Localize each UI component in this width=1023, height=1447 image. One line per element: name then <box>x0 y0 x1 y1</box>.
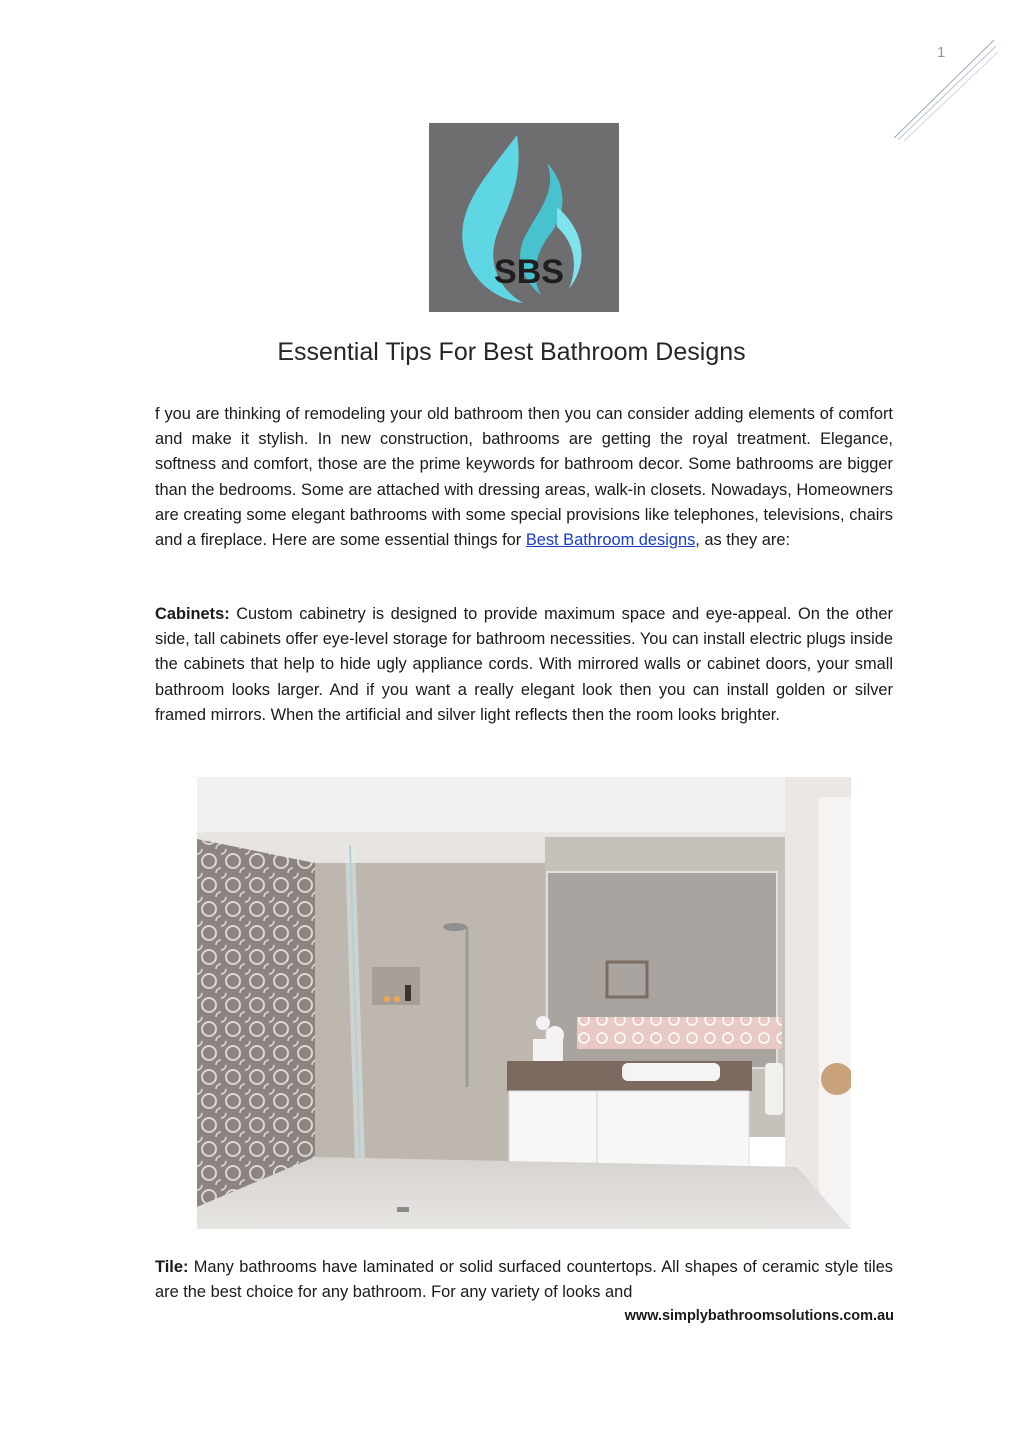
article-title: Essential Tips For Best Bathroom Designs <box>277 338 746 366</box>
cabinets-label: Cabinets: <box>155 605 230 623</box>
tile-label: Tile: <box>155 1258 189 1276</box>
cabinets-paragraph <box>155 602 893 728</box>
intro-paragraph <box>155 402 893 553</box>
intro-text: f you are thinking of remodeling your old bathroom then you can consider adding elements of comfort and make it stylish. In new construction, bathrooms are getting the royal treatment. Elegance, softness and comfort, those are the prime keywords for bathroom decor. Some bathrooms are bigger than the bedrooms. Some are attached with dressing areas, walk-in closets. Nowadays, Homeowners are creating some elegant bathrooms with some special provisions like telephones, televisions, chairs and a fireplace. Here are some essential things for <box>155 405 893 550</box>
tile-text: Many bathrooms have laminated or solid surfaced countertops. All shapes of ceramic style tiles are the best choice for any bathroom. For any variety of looks and <box>155 1258 893 1302</box>
footer-url: www.simplybathroomsolutions.com.au <box>624 1308 894 1324</box>
sbs-logo <box>429 123 619 312</box>
bathroom-photo <box>197 777 851 1229</box>
page-number: 1 <box>937 44 946 61</box>
logo-text: SBS <box>494 253 564 291</box>
cabinets-text: Custom cabinetry is designed to provide maximum space and eye-appeal. On the other side, tall cabinets offer eye-level storage for bathroom necessities. You can install electric plugs inside the cabinets that help to hide ugly appliance cords. With mirrored walls or cabinet doors, your small bathroom looks larger. And if you want a really elegant look then you can install golden or silver framed mirrors. When the artificial and silver light reflects then the room looks brighter. <box>155 605 893 724</box>
tile-paragraph <box>155 1255 893 1305</box>
best-bathroom-designs-link[interactable]: Best Bathroom designs <box>525 531 696 550</box>
intro-end: , as they are: <box>695 531 791 550</box>
corner-decoration <box>890 38 1000 143</box>
